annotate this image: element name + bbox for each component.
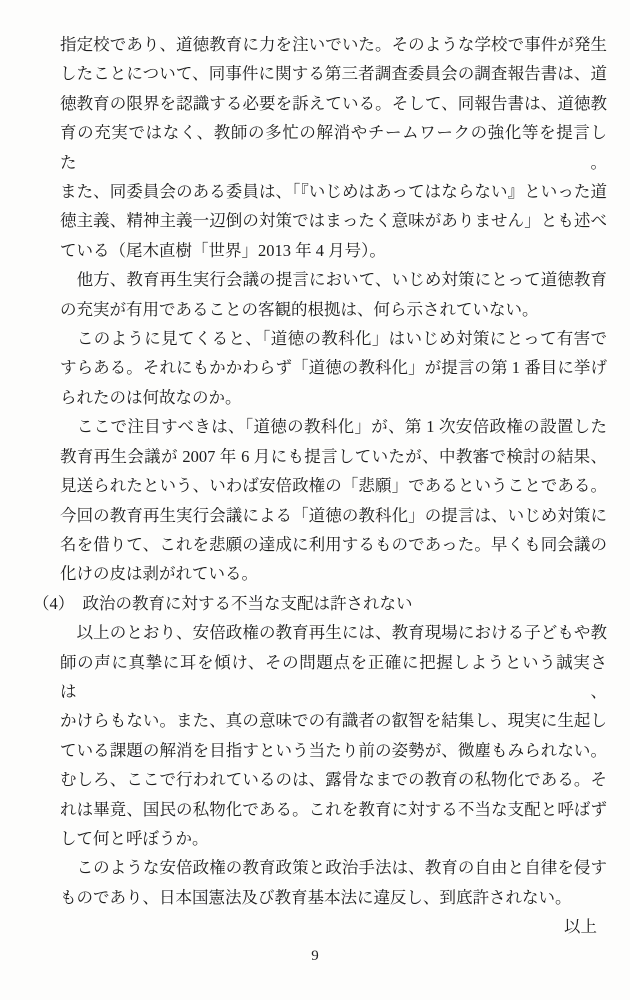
text-line: すらある。それにもかかわらず「道徳の教科化」が提言の第 1 番目に挙げ xyxy=(60,358,607,378)
text-line: したことについて、同事件に関する第三者調査委員会の調査報告書は、道 xyxy=(60,64,607,84)
text-line: 育の充実ではなく、教師の多忙の解消やチームワークの強化等を提言した。 xyxy=(60,123,607,172)
text-line: 指定校であり、道徳教育に力を注いでいた。そのような学校で事件が発生 xyxy=(60,35,607,54)
text-line: 他方、教育再生実行会議の提言において、いじめ対策にとって道徳教育 xyxy=(60,270,607,290)
page-number: 9 xyxy=(311,948,319,964)
text-line: れは畢竟、国民の私物化である。これを教育に対する不当な支配と呼ばず xyxy=(60,799,607,819)
text-line: られたのは何故なのか。 xyxy=(60,387,242,407)
text-line: 化けの皮は剥がれている。 xyxy=(60,564,258,584)
text-line: の充実が有用であることの客観的根拠は、何ら示されていない。 xyxy=(60,299,539,319)
text-line: 以上のとおり、安倍政権の教育再生には、教育現場における子どもや教 xyxy=(60,623,607,643)
text-line: 教育再生会議が 2007 年 6 月にも提言していたが、中教審で検討の結果、 xyxy=(60,446,607,466)
text-line: 徳主義、精神主義一辺倒の対策ではまったく意味がありません」とも述べ xyxy=(60,211,607,231)
text-line: 見送られたという、いわば安倍政権の「悲願」であるということである。 xyxy=(60,476,607,496)
document-body xyxy=(33,30,607,942)
text-line: ている（尾木直樹「世界」2013 年 4 月号）。 xyxy=(60,240,386,260)
text-line: むしろ、ここで行われているのは、露骨なまでの教育の私物化である。そ xyxy=(60,770,607,790)
text-line: 師の声に真摯に耳を傾け、その問題点を正確に把握しようという誠実さは、 xyxy=(60,652,607,701)
section-heading: （4） 政治の教育に対する不当な支配は許されない xyxy=(33,593,413,613)
text-line: ている課題の解消を目指すという当たり前の姿勢が、微塵もみられない。 xyxy=(60,740,607,760)
text-line: このような安倍政権の教育政策と政治手法は、教育の自由と自律を侵す xyxy=(60,858,607,878)
text-line: 徳教育の限界を認識する必要を訴えている。そして、同報告書は、道徳教 xyxy=(60,93,607,113)
text-line: ここで注目すべきは、「道徳の教科化」が、第 1 次安倍政権の設置した xyxy=(60,417,607,437)
text-line: 名を借りて、これを悲願の達成に利用するものであった。早くも同会議の xyxy=(60,534,607,554)
text-line: また、同委員会のある委員は、「『いじめはあってはならない』といった道 xyxy=(60,182,607,202)
text-line: 今回の教育再生実行会議による「道徳の教科化」の提言は、いじめ対策に xyxy=(60,505,607,525)
text-line: して何と呼ぼうか。 xyxy=(60,828,209,848)
text-line: ものであり、日本国憲法及び教育基本法に違反し、到底許されない。 xyxy=(60,887,572,907)
text-line: かけらもない。また、真の意味での有識者の叡智を結集し、現実に生起し xyxy=(60,711,607,731)
text-line: このように見てくると、「道徳の教科化」はいじめ対策にとって有害で xyxy=(60,329,607,349)
closing-statement: 以上 xyxy=(564,917,597,937)
